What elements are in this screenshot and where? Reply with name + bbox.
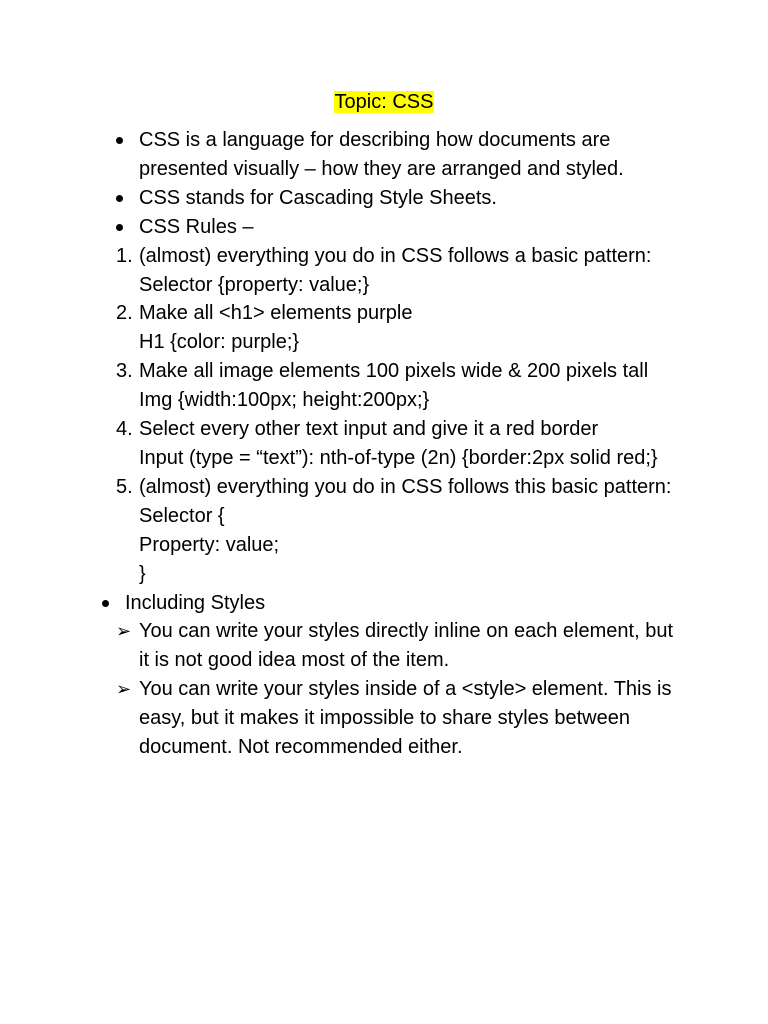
sub-point-text: You can write your styles directly inline on each element, but it is not good idea most of the item. [139, 620, 673, 672]
item-number: 1. [116, 244, 133, 267]
rule-code: Selector {property: value;} [139, 273, 370, 296]
document-body [0, 126, 768, 762]
rule-code: Selector { [139, 504, 225, 527]
rule-text: Select every other text input and give it a red border [139, 418, 599, 441]
arrow-bullet-icon: ➢ [116, 679, 132, 700]
sub-point-item [0, 675, 684, 762]
rule-code: H1 {color: purple;} [139, 331, 300, 354]
bullet-item [0, 184, 684, 213]
item-number: 3. [116, 360, 133, 383]
numbered-item [0, 299, 684, 357]
rule-code: } [139, 562, 146, 585]
numbered-item [0, 242, 684, 300]
document-title: Topic: CSS [334, 91, 434, 113]
rule-code: Img {width:100px; height:200px;} [139, 389, 430, 412]
arrow-bullet-icon: ➢ [116, 621, 132, 642]
title-line [0, 88, 768, 116]
bullet-text: CSS is a language for describing how documents are presented visually – how they are arranged and styled. [139, 129, 624, 180]
bullet-text: CSS Rules – [139, 215, 254, 238]
bullet-text: CSS stands for Cascading Style Sheets. [139, 186, 497, 209]
section-heading: Including Styles [125, 591, 266, 614]
sub-point-text: You can write your styles inside of a <style> element. This is easy, but it makes it impossible to share styles between document. Not recommended either. [139, 678, 672, 759]
rule-code: Property: value; [139, 533, 280, 556]
numbered-item [0, 357, 684, 415]
section-bullet-item [0, 589, 670, 618]
rule-code: Input (type = “text”): nth-of-type (2n) {border:2px solid red;} [139, 446, 658, 469]
rule-text: Make all <h1> elements purple [139, 302, 413, 325]
sub-point-item [0, 617, 684, 675]
rule-text: (almost) everything you do in CSS follows this basic pattern: [139, 475, 672, 498]
rule-text: (almost) everything you do in CSS follows a basic pattern: [139, 244, 652, 267]
item-number: 4. [116, 418, 133, 441]
rule-text: Make all image elements 100 pixels wide & 200 pixels tall [139, 360, 649, 383]
item-number: 5. [116, 475, 133, 498]
numbered-item [0, 415, 684, 473]
numbered-item [0, 473, 684, 589]
item-number: 2. [116, 302, 133, 325]
bullet-item [0, 126, 684, 184]
bullet-item [0, 213, 684, 242]
